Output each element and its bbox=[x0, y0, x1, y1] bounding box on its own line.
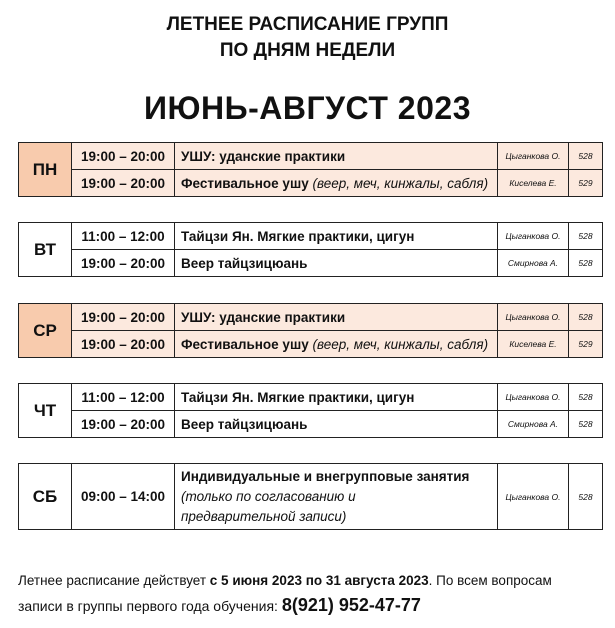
schedule-row bbox=[19, 464, 603, 530]
schedule-row bbox=[19, 250, 603, 277]
schedule-row bbox=[19, 143, 603, 170]
class-name bbox=[175, 250, 498, 277]
day-block-saturday bbox=[18, 463, 603, 530]
schedule-row bbox=[19, 170, 603, 197]
class-note-line2: предварительной записи) bbox=[181, 508, 347, 524]
class-title: Тайцзи Ян. Мягкие практики, цигун bbox=[181, 228, 415, 244]
class-title: Тайцзи Ян. Мягкие практики, цигун bbox=[181, 389, 415, 405]
contact-phone: 8(921) 952-47-77 bbox=[281, 595, 421, 615]
time-cell: 19:00 – 20:00 bbox=[72, 411, 175, 438]
time-cell: 19:00 – 20:00 bbox=[72, 143, 175, 170]
footer-dates: с 5 июня 2023 по 31 августа 2023 bbox=[209, 573, 429, 588]
teacher-cell: Смирнова А. bbox=[498, 250, 569, 277]
class-name bbox=[175, 143, 498, 170]
time-cell: 19:00 – 20:00 bbox=[72, 331, 175, 358]
day-label: СБ bbox=[19, 464, 72, 530]
schedule-row bbox=[19, 331, 603, 358]
day-label: ЧТ bbox=[19, 384, 72, 438]
room-cell: 528 bbox=[569, 250, 603, 277]
teacher-cell: Киселева Е. bbox=[498, 170, 569, 197]
footer-text: . По всем вопросам bbox=[428, 573, 552, 588]
schedule-row bbox=[19, 384, 603, 411]
class-title: Фестивальное ушу bbox=[181, 336, 309, 352]
footer-contact bbox=[18, 596, 608, 615]
class-title: Фестивальное ушу bbox=[181, 175, 309, 191]
schedule-title-line2: ПО ДНЯМ НЕДЕЛИ bbox=[219, 40, 396, 61]
class-name bbox=[175, 384, 498, 411]
day-block-monday bbox=[18, 142, 603, 197]
class-note: (веер, меч, кинжалы, сабля) bbox=[312, 175, 489, 191]
class-note-line1: (только по согласованию и bbox=[181, 488, 356, 504]
class-name bbox=[175, 331, 498, 358]
teacher-cell: Цыганкова О. bbox=[498, 384, 569, 411]
schedule-row bbox=[19, 411, 603, 438]
schedule-title-line1: ЛЕТНЕЕ РАСПИСАНИЕ ГРУПП bbox=[166, 14, 449, 35]
teacher-cell: Цыганкова О. bbox=[498, 223, 569, 250]
room-cell: 528 bbox=[569, 384, 603, 411]
teacher-cell: Киселева Е. bbox=[498, 331, 569, 358]
class-name bbox=[175, 223, 498, 250]
class-name bbox=[175, 170, 498, 197]
time-cell: 19:00 – 20:00 bbox=[72, 304, 175, 331]
room-cell: 528 bbox=[569, 143, 603, 170]
footer-text: Летнее расписание действует bbox=[18, 573, 210, 588]
teacher-cell: Цыганкова О. bbox=[498, 143, 569, 170]
time-cell: 19:00 – 20:00 bbox=[72, 250, 175, 277]
class-name bbox=[175, 464, 498, 530]
time-cell: 09:00 – 14:00 bbox=[72, 464, 175, 530]
schedule-row bbox=[19, 223, 603, 250]
day-block-tuesday bbox=[18, 222, 603, 277]
day-block-wednesday bbox=[18, 303, 603, 358]
room-cell: 528 bbox=[569, 304, 603, 331]
room-cell: 528 bbox=[569, 223, 603, 250]
day-label: ПН bbox=[19, 143, 72, 197]
teacher-cell: Цыганкова О. bbox=[498, 464, 569, 530]
room-cell: 528 bbox=[569, 411, 603, 438]
class-name bbox=[175, 304, 498, 331]
footer-validity-note bbox=[18, 572, 608, 590]
schedule-period: ИЮНЬ-АВГУСТ 2023 bbox=[144, 90, 471, 126]
class-title: Веер тайцзицюань bbox=[181, 416, 308, 432]
room-cell: 529 bbox=[569, 170, 603, 197]
time-cell: 11:00 – 12:00 bbox=[72, 223, 175, 250]
teacher-cell: Цыганкова О. bbox=[498, 304, 569, 331]
room-cell: 529 bbox=[569, 331, 603, 358]
room-cell: 528 bbox=[569, 464, 603, 530]
footer-text: записи в группы первого года обучения: bbox=[18, 598, 282, 614]
day-label: СР bbox=[19, 304, 72, 358]
time-cell: 11:00 – 12:00 bbox=[72, 384, 175, 411]
time-cell: 19:00 – 20:00 bbox=[72, 170, 175, 197]
class-title: Веер тайцзицюань bbox=[181, 255, 308, 271]
teacher-cell: Смирнова А. bbox=[498, 411, 569, 438]
class-title: УШУ: уданские практики bbox=[181, 309, 346, 325]
class-title: УШУ: уданские практики bbox=[181, 148, 346, 164]
schedule-row bbox=[19, 304, 603, 331]
day-block-thursday bbox=[18, 383, 603, 438]
class-title: Индивидуальные и внегрупповые занятия bbox=[181, 468, 470, 484]
day-label: ВТ bbox=[19, 223, 72, 277]
class-note: (веер, меч, кинжалы, сабля) bbox=[312, 336, 489, 352]
class-name bbox=[175, 411, 498, 438]
